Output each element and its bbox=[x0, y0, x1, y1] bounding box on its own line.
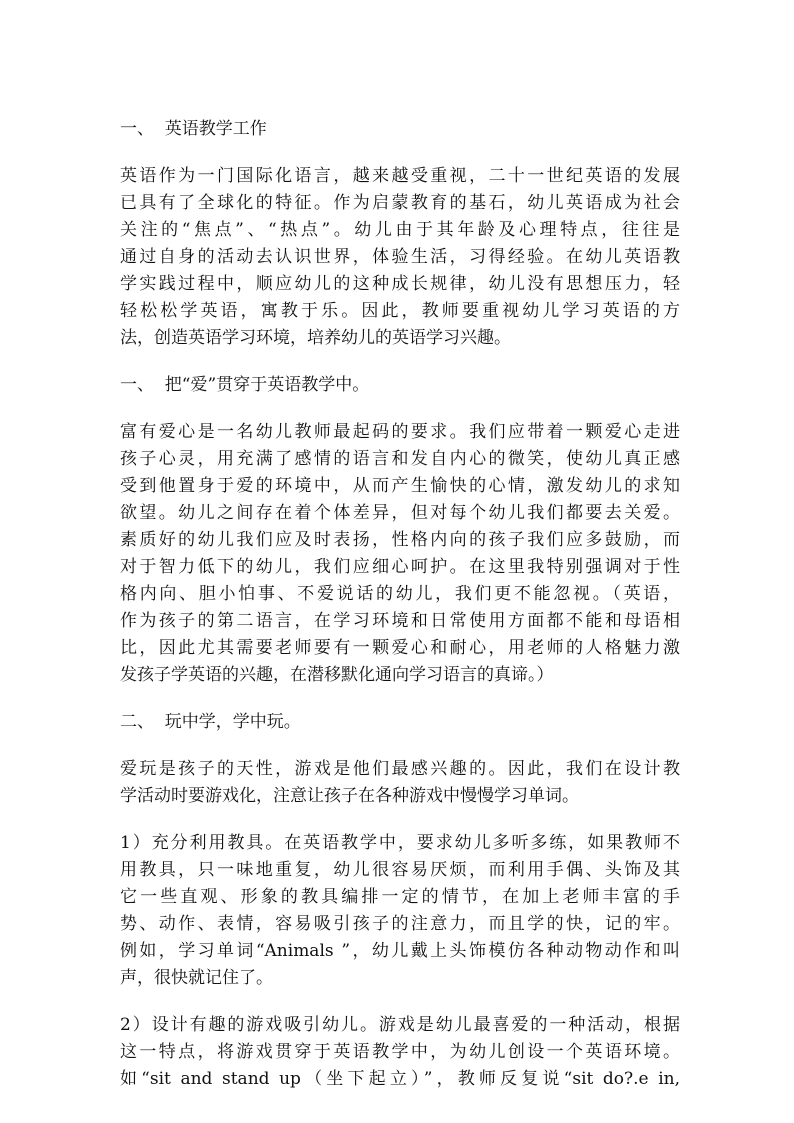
text-line: 轻松松学英语，寓教于乐。因此，教师要重视幼儿学习英语的方 bbox=[120, 301, 680, 321]
text-line: 例如，学习单词“Animals ”，幼儿戴上头饰模仿各种动物动作和叫 bbox=[120, 941, 680, 961]
paragraph-games bbox=[120, 1012, 680, 1093]
text-line: 富有爱心是一名幼儿教师最起码的要求。我们应带着一颗爱心走进 bbox=[120, 422, 680, 442]
text-line: 关注的“焦点”、“热点”。幼儿由于其年龄及心理特点，往往是 bbox=[120, 220, 680, 240]
text-line: 用教具，只一味地重复，幼儿很容易厌烦，而利用手偶、头饰及其 bbox=[120, 860, 680, 880]
text-line: 受到他置身于爱的环境中，从而产生愉快的心情，激发幼儿的求知 bbox=[120, 476, 680, 496]
text-line: 发孩子学英语的兴趣，在潜移默化通向学习语言的真谛。） bbox=[120, 665, 554, 685]
text-line: 这一特点，将游戏贯穿于英语教学中，为幼儿创设一个英语环境。 bbox=[120, 1042, 680, 1062]
paragraph-intro bbox=[120, 163, 680, 352]
paragraph-love bbox=[120, 419, 680, 689]
text-line: 如“sit and stand up（坐下起立）”，教师反复说“sit do?.e in, bbox=[120, 1069, 680, 1089]
text-line: 势、动作、表情，容易吸引孩子的注意力，而且学的快，记的牢。 bbox=[120, 914, 680, 934]
text-line: 孩子心灵，用充满了感情的语言和发自内心的微笑，使幼儿真正感 bbox=[120, 449, 680, 469]
document-body bbox=[120, 116, 680, 1113]
text-line: 通过自身的活动去认识世界，体验生活，习得经验。在幼儿英语教 bbox=[120, 247, 680, 267]
text-line: 学实践过程中，顺应幼儿的这种成长规律，幼儿没有思想压力，轻 bbox=[120, 274, 680, 294]
text-line: 2）设计有趣的游戏吸引幼儿。游戏是幼儿最喜爱的一种活动，根据 bbox=[120, 1015, 680, 1035]
text-line: 素质好的幼儿我们应及时表扬，性格内向的孩子我们应多鼓励，而 bbox=[120, 530, 680, 550]
text-line: 1）充分利用教具。在英语教学中，要求幼儿多听多练，如果教师不 bbox=[120, 833, 680, 853]
text-line: 对于智力低下的幼儿，我们应细心呵护。在这里我特别强调对于性 bbox=[120, 557, 680, 577]
text-line: 格内向、胆小怕事、不爱说话的幼儿，我们更不能忽视。（英语， bbox=[120, 584, 680, 604]
paragraph-teaching-aids bbox=[120, 830, 680, 992]
text-line: 英语作为一门国际化语言，越来越受重视，二十一世纪英语的发展 bbox=[120, 166, 680, 186]
paragraph-play bbox=[120, 756, 680, 810]
text-line: 法，创造英语学习环境，培养幼儿的英语学习兴趣。 bbox=[120, 328, 511, 348]
text-line: 作为孩子的第二语言，在学习环境和日常使用方面都不能和母语相 bbox=[120, 611, 680, 631]
text-line: 学活动时要游戏化，注意让孩子在各种游戏中慢慢学习单词。 bbox=[120, 786, 579, 806]
section-heading-play-learn: 二、 玩中学，学中玩。 bbox=[120, 712, 301, 732]
section-heading-love: 一、 把“爱”贯穿于英语教学中。 bbox=[120, 375, 370, 395]
text-line: 比，因此尤其需要老师要有一颗爱心和耐心，用老师的人格魅力激 bbox=[120, 638, 680, 658]
text-line: 已具有了全球化的特征。作为启蒙教育的基石，幼儿英语成为社会 bbox=[120, 193, 680, 213]
text-line: 它一些直观、形象的教具编排一定的情节，在加上老师丰富的手 bbox=[120, 887, 680, 907]
section-heading-english-teaching: 一、 英语教学工作 bbox=[120, 119, 267, 139]
text-line: 声，很快就记住了。 bbox=[120, 968, 273, 988]
text-line: 爱玩是孩子的天性，游戏是他们最感兴趣的。因此，我们在设计教 bbox=[120, 759, 680, 779]
text-line: 欲望。幼儿之间存在着个体差异，但对每个幼儿我们都要去关爱。 bbox=[120, 503, 680, 523]
